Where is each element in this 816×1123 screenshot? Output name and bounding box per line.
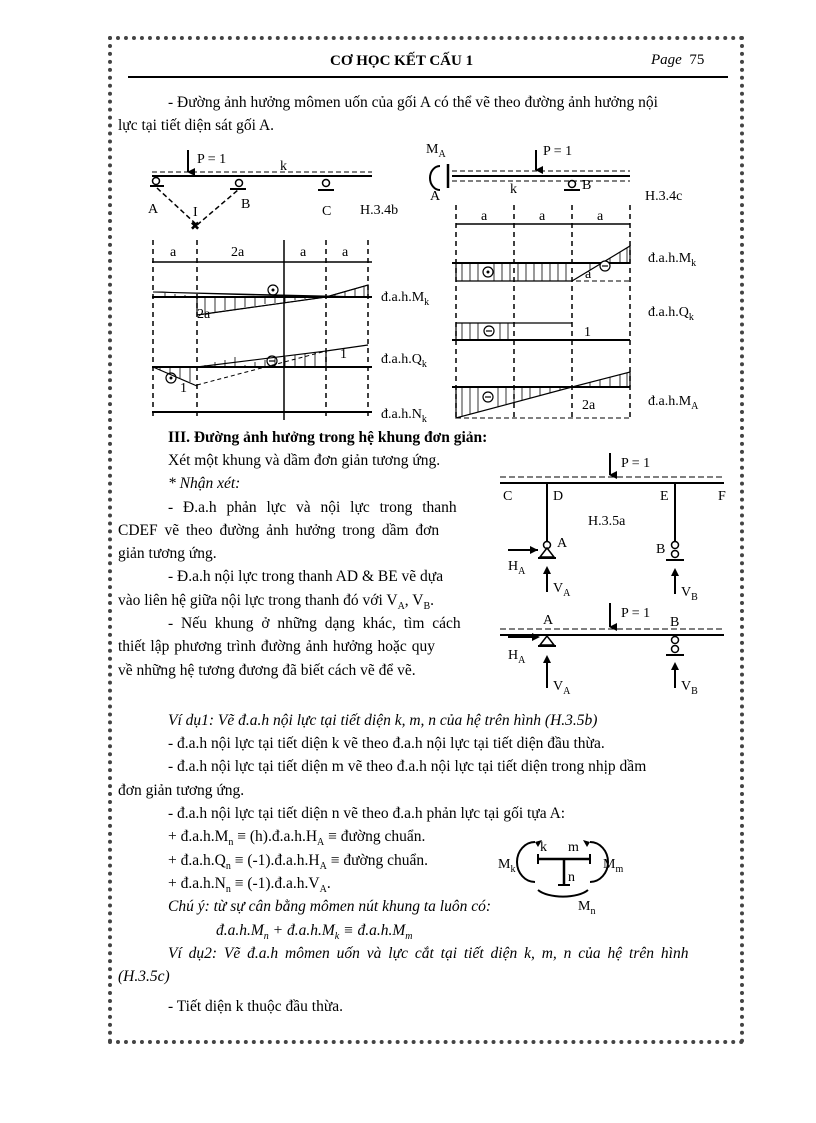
load-label-34c: P = 1 bbox=[543, 144, 573, 159]
section3-line-5: giản tương ứng. bbox=[118, 545, 217, 562]
section3-line-3: - Đ.a.h phản lực và nội lực trong thanh bbox=[168, 499, 457, 516]
example2-line-3: - Tiết diện k thuộc đầu thừa. bbox=[168, 998, 344, 1015]
section3-line-1: Xét một khung và dầm đơn giản tương ứng. bbox=[168, 452, 441, 469]
example2-line-2: (H.3.5c) bbox=[118, 968, 170, 985]
node-label-Mn: $M_n$ bbox=[578, 899, 596, 917]
value-a-34c: a bbox=[585, 267, 592, 282]
label-A-34c: A bbox=[430, 189, 441, 204]
example1-line-1: - đ.a.h nội lực tại tiết diện k vẽ theo đ.a.h nội lực tại tiết diện đầu thừa. bbox=[168, 735, 605, 752]
node-label-m: m bbox=[568, 840, 579, 855]
label-VB2-35a: $V_B$ bbox=[681, 679, 698, 697]
label-B-34c: B bbox=[582, 178, 592, 193]
label-E-35a: E bbox=[660, 489, 669, 504]
example1-line-2: - đ.a.h nội lực tại tiết diện m vẽ theo đ.a.h nội lực tại tiết diện trong nhịp dầm bbox=[168, 758, 647, 775]
section3-line-6: - Đ.a.h nội lực trong thanh AD & BE vẽ dựa bbox=[168, 568, 444, 585]
label-A2-35a: A bbox=[543, 613, 554, 628]
label-B-34b: B bbox=[241, 197, 251, 212]
label-D-35a: D bbox=[553, 489, 564, 504]
label-B-35a: B bbox=[656, 542, 666, 557]
dim-34b-4: a bbox=[342, 245, 349, 260]
load-label-35a: P = 1 bbox=[621, 456, 651, 471]
section3-line-8: - Nếu khung ở những dạng khác, tìm cách bbox=[168, 615, 461, 632]
load-label-34b: P = 1 bbox=[197, 152, 227, 167]
example2-line-1: Ví dụ2: Vẽ đ.a.h mômen uốn và lực cắt tại tiết diện k, m, n của hệ trên hình bbox=[168, 945, 689, 962]
value-2a-34c: 2a bbox=[582, 398, 596, 413]
section3-line-4: CDEF vẽ theo đường ảnh hưởng trong dầm đơn bbox=[118, 522, 440, 539]
example1-formula-2: + $đ.a.h.Q_n$ ≡ $(-1).đ.a.h.H_A$ ≡ đường chuẩn. bbox=[168, 852, 428, 873]
dim-34b-2: 2a bbox=[231, 245, 245, 260]
load-label-35a-2: P = 1 bbox=[621, 606, 651, 621]
label-C-35a: C bbox=[503, 489, 513, 504]
node-label-Mm: $M_m$ bbox=[603, 857, 624, 875]
label-MA-34c: $M_A$ bbox=[426, 142, 446, 160]
dim-34c-3: a bbox=[597, 209, 604, 224]
label-C-34b: C bbox=[322, 204, 332, 219]
example1-line-4: - đ.a.h nội lực tại tiết diện n vẽ theo đ.a.h phản lực tại gối tựa A: bbox=[168, 805, 566, 822]
section3-line-10: về những hệ tương đương đã biết cách vẽ để vẽ. bbox=[118, 662, 416, 679]
section3-heading: III. Đường ảnh hưởng trong hệ khung đơn giản: bbox=[168, 429, 488, 446]
node-label-k: k bbox=[540, 840, 547, 855]
intro-line-1: - Đường ảnh hưởng mômen uốn của gối A có thể vẽ theo đường ảnh hưởng nội bbox=[168, 94, 658, 111]
dim-34b-1: a bbox=[170, 245, 177, 260]
value-1r-34b: 1 bbox=[340, 347, 347, 362]
header-title: CƠ HỌC KẾT CẤU 1 bbox=[330, 53, 474, 69]
caption-34c: H.3.4c bbox=[645, 189, 683, 204]
label-HA2-35a: $H_A$ bbox=[508, 648, 526, 666]
label-HA-35a: $H_A$ bbox=[508, 559, 526, 577]
label-dah-Mk-34c: $đ.a.h.M_k$ bbox=[648, 251, 697, 269]
example1-equation: $đ.a.h.M_n$ + $đ.a.h.M_k$ ≡ $đ.a.h.M_m$ bbox=[216, 922, 413, 943]
label-dah-Qk-34c: $đ.a.h.Q_k$ bbox=[648, 305, 694, 323]
dim-34c-2: a bbox=[539, 209, 546, 224]
label-VB-35a: $V_B$ bbox=[681, 585, 698, 603]
section3-line-9: thiết lập phương trình đường ảnh hưởng hoặc quy bbox=[118, 638, 435, 655]
label-A-34b: A bbox=[148, 202, 159, 217]
caption-34b: H.3.4b bbox=[360, 203, 399, 218]
label-dah-Qk-34b: $đ.a.h.Q_k$ bbox=[381, 352, 427, 370]
label-B2-35a: B bbox=[670, 615, 680, 630]
example1-formula-1: + $đ.a.h.M_n$ ≡ $(h).đ.a.h.H_A$ ≡ đường chuẩn. bbox=[168, 828, 426, 849]
node-label-Mk: $M_k$ bbox=[498, 857, 516, 875]
caption-35a: H.3.5a bbox=[588, 514, 626, 529]
intro-line-2: lực tại tiết diện sát gối A. bbox=[118, 117, 275, 134]
example1-note: Chú ý: từ sự cân bằng mômen nút khung ta luôn có: bbox=[168, 898, 491, 915]
example1-formula-3: + $đ.a.h.N_n$ ≡ $(-1).đ.a.h.V_A$. bbox=[168, 875, 331, 896]
value-2a-34b: 2a bbox=[197, 307, 211, 322]
label-k-34b: k bbox=[280, 159, 287, 174]
label-VA2-35a: $V_A$ bbox=[553, 679, 571, 697]
value-1-34c: 1 bbox=[584, 325, 591, 340]
dim-34c-1: a bbox=[481, 209, 488, 224]
label-dah-Nk-34b: $đ.a.h.N_k$ bbox=[381, 407, 427, 425]
dim-34b-3: a bbox=[300, 245, 307, 260]
label-A-35a: A bbox=[557, 536, 568, 551]
section3-line-2: * Nhận xét: bbox=[168, 475, 241, 492]
label-F-35a: F bbox=[718, 489, 726, 504]
value-1l-34b: 1 bbox=[180, 381, 187, 396]
label-VA-35a: $V_A$ bbox=[553, 581, 571, 599]
node-label-n: n bbox=[568, 870, 575, 885]
label-dah-MA-34c: $đ.a.h.M_A$ bbox=[648, 394, 699, 412]
svg-text:✖: ✖ bbox=[190, 219, 201, 233]
example1-line-3: đơn giản tương ứng. bbox=[118, 782, 245, 799]
label-I-34b: I bbox=[193, 205, 198, 220]
section3-line-7: vào liên hệ giữa nội lực trong thanh đó với $V_A$, $V_B$. bbox=[118, 592, 435, 613]
example1-title: Ví dụ1: Vẽ đ.a.h nội lực tại tiết diện k, m, n của hệ trên hình (H.3.5b) bbox=[168, 712, 598, 729]
header-page: Page 75 bbox=[651, 52, 705, 68]
label-k-34c: k bbox=[510, 182, 517, 197]
label-dah-Mk-34b: $đ.a.h.M_k$ bbox=[381, 290, 430, 308]
